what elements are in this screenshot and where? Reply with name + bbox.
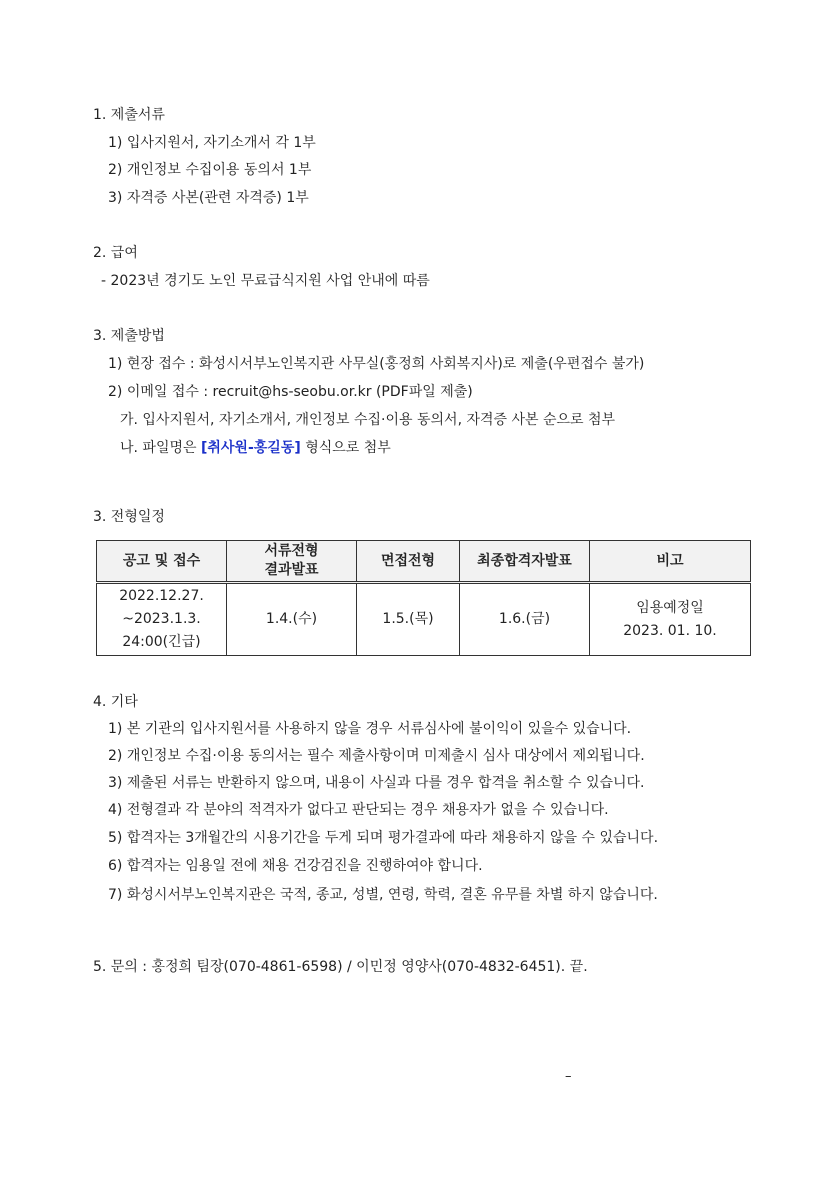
cell-line: 2023. 01. 10. <box>623 622 717 639</box>
cell-line: ~2023.1.3. <box>122 611 201 627</box>
section-title-schedule: 3. 전형일정 <box>93 509 165 525</box>
list-item: 2) 이메일 접수 : recruit@hs-seobu.or.kr (PDF파일 제출) <box>108 384 473 400</box>
filename-format: [취사원-홍길동] <box>200 440 301 456</box>
list-item: 1) 입사지원서, 자기소개서 각 1부 <box>108 135 316 151</box>
list-item: 4) 전형결과 각 분야의 적격자가 없다고 판단되는 경우 채용자가 없을 수 있습니다. <box>108 802 609 818</box>
cell-posting-period <box>97 583 227 656</box>
page-end-mark: – <box>565 1069 572 1084</box>
list-item: 3) 제출된 서류는 반환하지 않으며, 내용이 사실과 다를 경우 합격을 취소할 수 있습니다. <box>108 775 645 791</box>
cell-line: 2022.12.27. <box>119 588 204 604</box>
header-line: 서류전형 <box>264 543 319 559</box>
header-final-announcement: 최종합격자발표 <box>460 541 590 583</box>
sub-list-item: 가. 입사지원서, 자기소개서, 개인정보 수집·이용 동의서, 자격증 사본 순으로 첨부 <box>120 412 616 428</box>
header-remarks: 비고 <box>590 541 751 583</box>
section-title-method: 3. 제출방법 <box>93 328 165 344</box>
list-item: - 2023년 경기도 노인 무료급식지원 사업 안내에 따름 <box>101 273 430 289</box>
sub-list-item <box>120 438 391 458</box>
table-header-row <box>97 541 751 583</box>
header-document-result <box>227 541 357 583</box>
header-interview: 면접전형 <box>357 541 460 583</box>
list-item: 6) 합격자는 임용일 전에 채용 건강검진을 진행하여야 합니다. <box>108 858 483 874</box>
list-item: 1) 본 기관의 입사지원서를 사용하지 않을 경우 서류심사에 불이익이 있을수 있습니다. <box>108 721 632 737</box>
section-title-documents: 1. 제출서류 <box>93 107 165 123</box>
header-posting: 공고 및 접수 <box>97 541 227 583</box>
cell-line: 임용예정일 <box>636 599 704 616</box>
list-item: 3) 자격증 사본(관련 자격증) 1부 <box>108 190 309 206</box>
cell-final-announcement: 1.6.(금) <box>460 583 590 656</box>
list-item: 1) 현장 접수 : 화성시서부노인복지관 사무실(홍정희 사회복지사)로 제출(우편접수 불가) <box>108 356 645 372</box>
contact-line: 5. 문의 : 홍정희 팀장(070-4861-6598) / 이민정 영양사(070-4832-6451). 끝. <box>93 959 588 975</box>
cell-document-result: 1.4.(수) <box>227 583 357 656</box>
cell-line: 24:00(긴급) <box>122 634 201 650</box>
list-item: 5) 합격자는 3개월간의 시용기간을 두게 되며 평가결과에 따라 채용하지 않을 수 있습니다. <box>108 830 659 846</box>
list-item: 2) 개인정보 수집이용 동의서 1부 <box>108 162 312 178</box>
sub-list-prefix: 나. 파일명은 <box>120 440 201 456</box>
section-title-salary: 2. 급여 <box>93 245 138 261</box>
table-row <box>97 583 751 656</box>
cell-remarks <box>590 583 751 656</box>
section-title-etc: 4. 기타 <box>93 694 138 710</box>
header-line: 결과발표 <box>264 562 319 578</box>
list-item: 2) 개인정보 수집·이용 동의서는 필수 제출사항이며 미제출시 심사 대상에서 제외됩니다. <box>108 748 645 764</box>
schedule-table <box>96 540 751 656</box>
cell-interview: 1.5.(목) <box>357 583 460 656</box>
list-item: 7) 화성시서부노인복지관은 국적, 종교, 성별, 연령, 학력, 결혼 유무를 차별 하지 않습니다. <box>108 887 658 903</box>
sub-list-suffix: 형식으로 첨부 <box>300 440 391 456</box>
